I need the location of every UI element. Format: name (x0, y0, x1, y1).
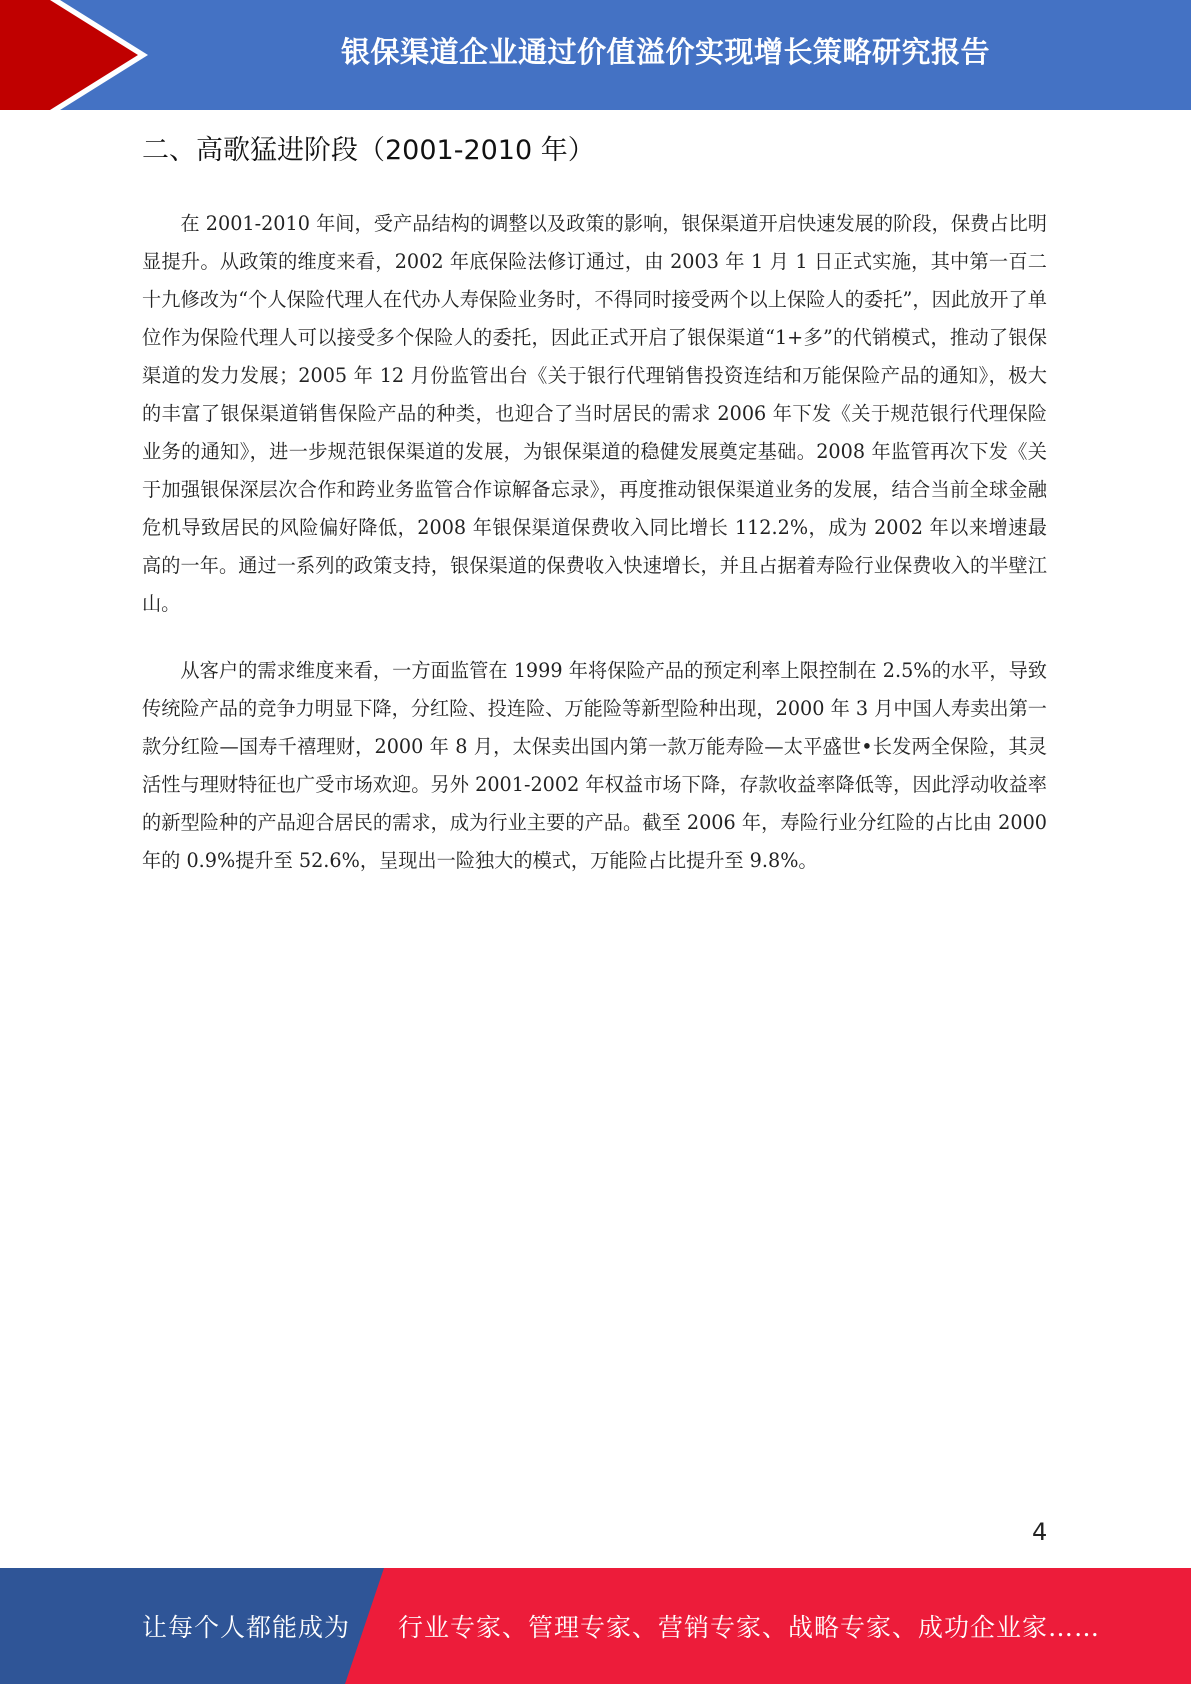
body-content (142, 205, 1047, 909)
body-paragraph: 在 2001-2010 年间，受产品结构的调整以及政策的影响，银保渠道开启快速发展的阶段，保费占比明显提升。从政策的维度来看，2002 年底保险法修订通过，由 2003 年 1 月 1 日正式实施，其中第一百二十九修改为“个人保险代理人在代办人寿保险业务时，不得同时接受两个以上保险人的委托”，因此放开了单位作为保险代理人可以接受多个保险人的委托，因此正式开启了银保渠道“1+多”的代销模式，推动了银保渠道的发力发展；2005 年 12 月份监管出台《关于银行代理销售投资连结和万能保险产品的通知》，极大的丰富了银保渠道销售保险产品的种类，也迎合了当时居民的需求 2006 年下发《关于规范银行代理保险业务的通知》，进一步规范银保渠道的发展，为银保渠道的稳健发展奠定基础。2008 年监管再次下发《关于加强银保深层次合作和跨业务监管合作谅解备忘录》，再度推动银保渠道业务的发展，结合当前全球金融危机导致居民的风险偏好降低，2008 年银保渠道保费收入同比增长 112.2%，成为 2002 年以来增速最高的一年。通过一系列的政策支持，银保渠道的保费收入快速增长，并且占据着寿险行业保费收入的半壁江山。 (142, 212, 1047, 615)
page-header (0, 0, 1191, 110)
body-paragraph: 从客户的需求维度来看，一方面监管在 1999 年将保险产品的预定利率上限控制在 2.5%的水平，导致传统险产品的竞争力明显下降，分红险、投连险、万能险等新型险种出现，2000 年 3 月中国人寿卖出第一款分红险—国寿千禧理财，2000 年 8 月，太保卖出国内第一款万能寿险—太平盛世•长发两全保险，其灵活性与理财特征也广受市场欢迎。另外 2001-2002 年权益市场下降，存款收益率降低等，因此浮动收益率的新型险种的产品迎合居民的需求，成为行业主要的产品。截至 2006 年，寿险行业分红险的占比由 2000 年的 0.9%提升至 52.6%，呈现出一险独大的模式，万能险占比提升至 9.8%。 (142, 659, 1047, 872)
page-number: 4 (1032, 1518, 1048, 1546)
footer-slogan-left: 让每个人都能成为 (142, 1613, 351, 1642)
page-footer (0, 1568, 1191, 1684)
red-chevron-decoration (0, 0, 150, 110)
footer-slogan-right: 行业专家、管理专家、营销专家、战略专家、成功企业家…… (398, 1613, 1101, 1642)
section-heading: 二、高歌猛进阶段（2001-2010 年） (142, 135, 595, 166)
report-title: 银保渠道企业通过价值溢价实现增长策略研究报告 (340, 34, 990, 69)
